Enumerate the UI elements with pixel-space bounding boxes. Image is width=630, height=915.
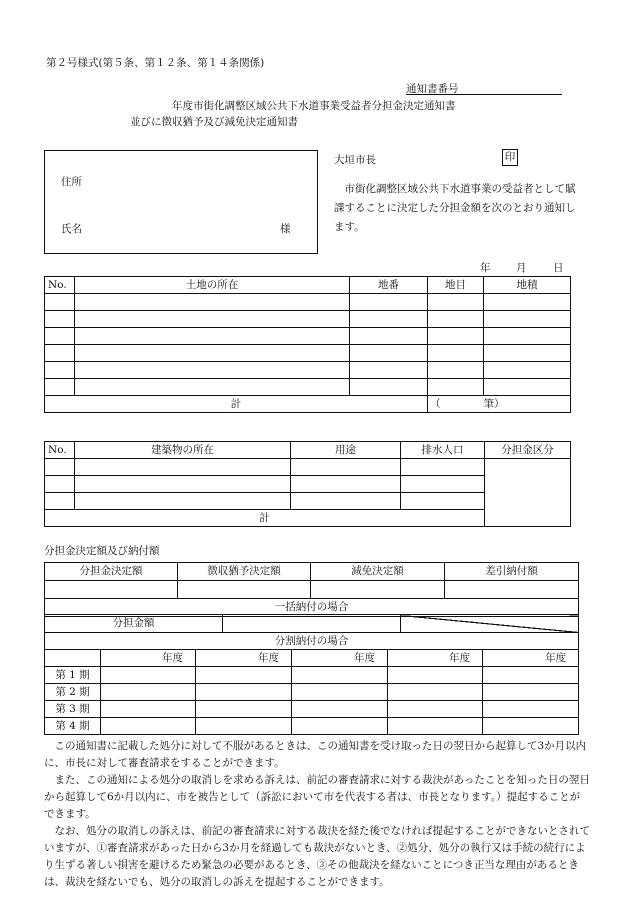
- fiscal-year-row: [45, 650, 579, 667]
- amounts-section-title: 分担金決定額及び納付額: [44, 545, 160, 557]
- amounts-table: [44, 562, 579, 617]
- installment-label-row: [45, 633, 579, 650]
- net-payment-header: 差引納付額: [445, 563, 579, 581]
- table-row: [45, 328, 571, 345]
- land-col-category: 地目: [428, 277, 484, 294]
- land-col-location: 土地の所在: [75, 277, 350, 294]
- installment-label: 分割納付の場合: [45, 633, 579, 650]
- period-row: [45, 718, 579, 735]
- building-col-classification: 分担金区分: [485, 442, 571, 459]
- table-row: [45, 294, 571, 311]
- period-label: 第 3 期: [45, 701, 101, 718]
- period-label: 第 2 期: [45, 684, 101, 701]
- table-row: [45, 362, 571, 379]
- recipient-box: [44, 150, 318, 254]
- land-table: [44, 276, 571, 413]
- table-row: [45, 459, 571, 476]
- exemption-amount-header: 減免決定額: [311, 563, 445, 581]
- period-label: 第 4 期: [45, 718, 101, 735]
- fiscal-year-3: 年度: [292, 650, 388, 667]
- building-table: [44, 441, 571, 527]
- address-label: 住所: [61, 176, 82, 188]
- land-parcel-count: 筆）: [484, 396, 571, 413]
- amounts-value-row: [45, 581, 579, 599]
- name-label: 氏名: [61, 223, 82, 235]
- honorific: 様: [280, 223, 291, 235]
- document-subtitle: 並びに徴収猶予及び減免決定通知書: [130, 116, 298, 128]
- mayor-name: 大垣市長: [334, 154, 376, 166]
- amounts-header-row: [45, 563, 579, 581]
- table-row: [45, 345, 571, 362]
- decided-amount-header: 分担金決定額: [45, 563, 178, 581]
- date-year: 年: [480, 262, 491, 274]
- date-month: 月: [516, 262, 527, 274]
- appeal-notes: [44, 738, 590, 891]
- land-total-row: [45, 396, 571, 413]
- fiscal-year-1: 年度: [101, 650, 196, 667]
- classification-cell: [485, 459, 571, 527]
- assessment-label: 分担金額: [45, 615, 223, 633]
- building-total-label: 計: [45, 510, 485, 527]
- deferral-amount-header: 徴収猶予決定額: [178, 563, 311, 581]
- building-col-population: 排水人口: [401, 442, 485, 459]
- land-parcel-open: （: [428, 396, 484, 413]
- appeal-note-review: この通知書に記載した処分に対して不服があるときは、この通知書を受け取った日の翌日から起算して3か月以内に、市長に対して審査請求をすることができます。: [44, 740, 587, 769]
- appeal-note-lawsuit: また、この通知による処分の取消しを求める訴えは、前記の審査請求に対する裁決があったことを知った日の翌日から起算して6か月以内に、市を被告として（訴訟において市を代表する者は、市長となります。）提起することができます。: [44, 774, 590, 820]
- building-col-location: 建築物の所在: [75, 442, 291, 459]
- land-col-lot: 地番: [350, 277, 428, 294]
- notice-message: 市街化調整区域公共下水道事業の受益者として賦課することに決定した分担金額を次のとおり通知します。: [334, 183, 576, 233]
- seal-mark: 印: [502, 149, 518, 166]
- appeal-note-exception: なお、処分の取消しの訴えは、前記の審査請求に対する裁決を経た後でなければ提起することができないとされていますが、①審査請求があった日から3か月を経過しても裁決がないとき、②処分、処分の執行又は手続の続行により生ずる著しい損害を避けるため緊急の必要があるとき、③その他裁決を経ないことにつき正当な理由があるときは、裁決を経ないでも、処分の取消しの訴えを提起することができます。: [44, 825, 590, 888]
- period-row: [45, 701, 579, 718]
- fiscal-year-2: 年度: [196, 650, 292, 667]
- building-table-header: [45, 442, 571, 459]
- land-col-no: No.: [45, 277, 75, 294]
- land-table-header: [45, 277, 571, 294]
- period-row: [45, 667, 579, 684]
- building-col-use: 用途: [291, 442, 401, 459]
- document-title: 年度市街化調整区域公共下水道事業受益者分担金決定通知書: [172, 100, 456, 112]
- building-col-no: No.: [45, 442, 75, 459]
- lump-sum-label: 一括納付の場合: [45, 599, 579, 617]
- period-label: 第 1 期: [45, 667, 101, 684]
- diagonal-cell: [401, 615, 579, 633]
- land-col-area: 地積: [484, 277, 571, 294]
- fiscal-year-4: 年度: [388, 650, 483, 667]
- notice-number-label: 通知書番号: [406, 83, 459, 95]
- period-row: [45, 684, 579, 701]
- assessment-row: [45, 615, 579, 633]
- table-row: [45, 379, 571, 396]
- fiscal-year-5: 年度: [483, 650, 579, 667]
- table-row: [45, 311, 571, 328]
- assessment-table: [44, 614, 579, 633]
- date-day: 日: [553, 262, 564, 274]
- land-total-label: 計: [45, 396, 428, 413]
- installment-table: [44, 632, 579, 735]
- form-number: 第２号様式(第５条、第１２条、第１４条関係): [46, 57, 265, 69]
- notice-number-field: [406, 81, 562, 95]
